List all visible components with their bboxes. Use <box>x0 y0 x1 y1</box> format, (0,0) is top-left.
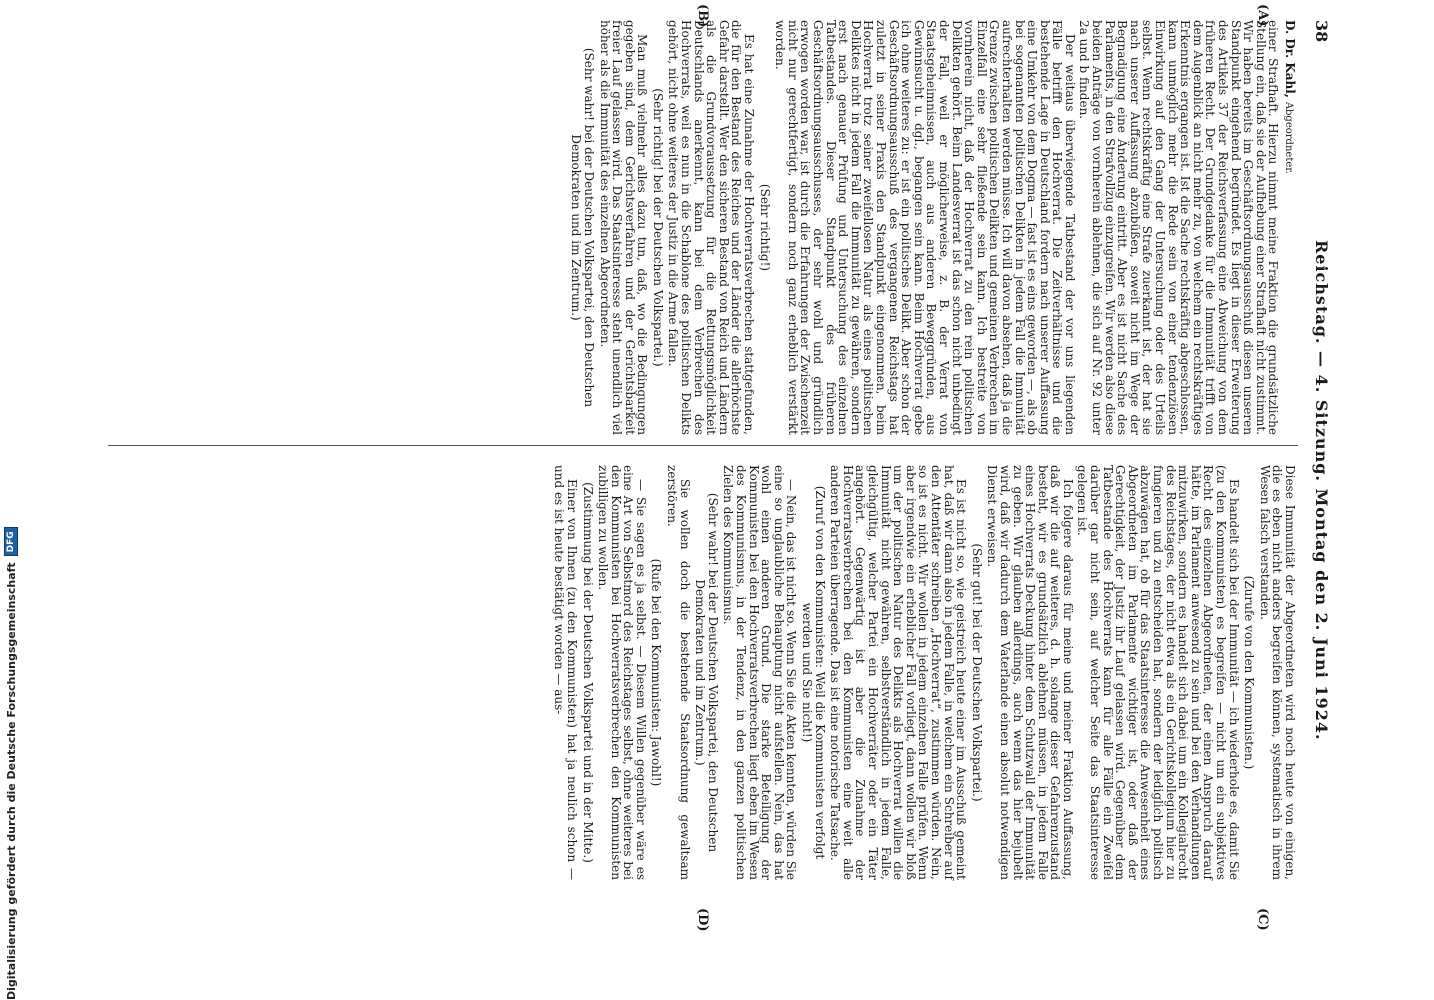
left-column <box>567 20 1296 435</box>
interjection: (Sehr wahr! bei der Deutschen Volkspartei, den Deutschen Demokraten und im Zentrum.) <box>569 47 596 408</box>
margin-marker-d: (D) <box>695 908 710 932</box>
speaker-role: Abgeordneter. <box>1283 101 1294 175</box>
paragraph: — Sie sagen es ja selbst. — Diesem Willen gegenüber wäre es eine Art von Selbstmord des Reichstages selbst, ohne weiteres bei den Kommunisten bei Hochverratsverbrechen den Kommunisten zubilligen zu wollen. <box>596 465 648 880</box>
paragraph: einer Strafhaft. Hierzu nimmt meine Fraktion die grundsätzliche Stellung ein, daß sie der Aufhebung einer Strafhaft nicht zustimmt. Wir haben bereits im Geschäftsordnungsausschuß diesen unseren Standpunkt eingehend begründet. Es liegt in dieser Erweiterung des Artikels 37 der Reichsverfassung eine Abweichung von dem früheren Recht. Der Grundgedanke für die Immunität trifft von dem Augenblick an nicht mehr zu, von welchem ein rechtskräftiges Erkenntnis ergangen ist. Ist die Sache rechtskräftig abgeschlossen, kann unmöglich mehr die Rede sein von einer tendenziösen Einwirkung auf den Gang der Untersuchung oder des Urteils selbst. Wenn rechtskräftig eine Strafe zuerkannt ist, der hat sie nach unserer Auffassung abzubüßen, soweit nicht im Wege der Begnadigung eine Änderung eintritt. Aber es ist nicht Sache des Parlaments, in den Strafvollzug einzugreifen. Wir werden also diese beiden Anträge von vornherein ablehnen, die sich auf Nr. 92 unter 2a und b finden. <box>1077 20 1281 435</box>
paragraph: — Nein, das ist nicht so. Wenn Sie die Akten kennten, würden Sie eine so unglaubliche Behauptung nicht aufstellen. Nein, das hat wohl einen anderen Grund. Die starke Beteiligung der Kommunisten bei den Hochverratsverbrechen liegt eben im Wesen des Kommunismus, in der Tendenz, in den ganzen politischen Zielen des Kommunismus. <box>721 465 799 880</box>
right-column <box>551 465 1296 880</box>
document-page <box>95 0 1340 930</box>
interjection: (Sehr gut! bei der Deutschen Volkspartei.) <box>969 543 984 802</box>
column-divider <box>108 445 1298 446</box>
interjection: (Sehr richtig!) <box>757 183 772 272</box>
speaker-line <box>1281 20 1296 435</box>
margin-marker-b: (B) <box>695 4 710 28</box>
interjection: (Sehr richtig! bei der Deutschen Volkspartei.) <box>650 88 665 367</box>
page-number: 38 <box>1312 20 1331 43</box>
paragraph: Es hat eine Zunahme der Hochverratsverbrechen stattgefunden, die für den Bestand des Reiches und der Länder die allerhöchste Gefahr darstellt. Wer den sicheren Bestand von Reich und Ländern als die Grundvoraussetzung für die Rettungsmöglichkeit Deutschlands anerkennt, kann bei dem Verbrechen des Hochverrats, weil es nun in die Schablone des politischen Delikts gehört, nicht ohne weiteres der Justiz in die Arme fallen. <box>666 20 757 435</box>
credit-text: Digitalisierung gefördert durch die Deutsche Forschungsgemeinschaft <box>4 562 18 1000</box>
running-title: Reichstag. — 4. Sitzung. Montag den 2. Juni 1924. <box>1312 240 1331 741</box>
speaker-name: D. Dr. Kahl, <box>1283 20 1297 98</box>
paragraph: Es ist nicht so, wie geistreich heute einer im Ausschuß gemeint hat, daß wir dann also in jedem Falle, in welchem ein Schreiber auf den Attentäter schreiben „Hochverrat“, zustimmen würden. Nein, so ist es nicht. Wir wollen in jedem einzelnen Falle prüfen. Wenn aber irgendwie ein erheblicher Fall vorliegt, dann wollen wir bloß um der politischen Natur des Delikts als Hochverrat willen die Immunität nicht gewähren, selbstverständlich in jedem Falle, gleichgültig, welcher Partei ein Hochverräter oder ein Täter angehört. Gegenwärtig ist aber die Zunahme der Hochverratsverbrechen bei den Kommunisten eine weit alle anderen Parteien überragende. Das ist eine notorische Tatsache. <box>828 465 969 880</box>
interjection: (Rufe bei den Kommunisten: Jawohl!) <box>649 558 664 787</box>
dfg-logo-icon: DFG <box>4 527 18 556</box>
paragraph: Es handelt sich bei der Immunität — ich wiederhole es, damit Sie (zu den Kommunisten) es begreifen — nicht um ein subjektives Recht des einzelnen Abgeordneten, der einen Anspruch darauf hätte, im Parlament anwesend zu sein und bei den Verhandlungen mitzuwirken, sondern es handelt sich dabei um ein Kollegialrecht des Reichstages, der nicht etwa als ein Gerichtskollegium hier zu fungieren und zu entscheiden hat, sondern der lediglich politisch abzuwägen hat, ob für das Staatsinteresse die Anwesenheit eines Abgeordneten im Parlamente wichtiger ist, oder daß der Gerechtigkeit, der Justiz ihr Lauf gelassen wird. Gegenüber dem Tatbestande des Hochverrats kann für alle Fälle ein Zweifel darüber gar nicht sein, auf welcher Seite das Staatsinteresse gelegen ist. <box>1075 465 1241 880</box>
paragraph: Der weitaus überwiegende Tatbestand der vor uns liegenden Fälle betrifft den Hochverrat. Die Zeitverhältnisse und die bestehende Lage in Deutschland fordern nach unserer Auffassung eine Umkehr von dem Dogma — fast ist es eins geworden —, als ob bei sogenannten politischen Delikten in jedem Fall die Immunität aufrechterhalten werden müsse. Ich will davon absehen, daß ja die Grenze zwischen politischen Delikten und gemeinen Verbrechen im Einzelfall eine sehr fließende sein kann. Ich bestreite von vornherein nicht, daß der Hochverrat zu den rein politischen Delikten gehört. Beim Landesverrat ist das schon nicht unbedingt der Fall, weil er möglicherweise, z. B. der Verrat von Staatsgeheimnissen, auch aus anderen Beweggründen, aus Gewinnsucht u. dgl., begangen sein kann. Beim Hochverrat gebe ich ohne weiteres zu: er ist ein politisches Delikt. Aber schon der Geschäftsordnungsausschuß des vergangenen Reichstags hat zuletzt in seiner Praxis den Standpunkt eingenommen, beim Hochverrat trotz seiner zweifellosen Natur als eines politischen Deliktes nicht in jedem Fall die Immunität zu gewähren, sondern erst nach genauer Prüfung und Untersuchung des einzelnen Tatbestandes. Dieser Standpunkt des früheren Geschäftsordnungsausschusses, der sehr wohl und gründlich erwogen worden war, ist durch die Erfahrungen der Zwischenzeit nicht nur gerechtfertigt, sondern noch ganz erheblich verstärkt worden. <box>773 20 1077 435</box>
interjection: (Zuruf von den Kommunisten: Weil die Kommunisten verfolgt werden und Sie nicht!) <box>800 485 827 860</box>
margin-marker-c: (C) <box>1255 908 1270 931</box>
interjection: (Zurufe von den Kommunisten.) <box>1242 575 1257 770</box>
interjection: (Sehr wahr! bei der Deutschen Volkspartei, den Deutschen Demokraten und im Zentrum.) <box>693 492 720 853</box>
paragraph: Ich folgere daraus für meine und meiner Fraktion Auffassung, daß wir die auf weiteres, d. h. solange dieser Gefahrenzustand besteht, wir es grundsätzlich ablehnen müssen, in jedem Falle eines Hochverrats Deckung hinter dem Schutzwall der Immunität zu geben. Wir glauben allerdings, auch wenn das hier bejubelt wird, daß wir dadurch dem Vaterlande einen absolut notwendigen Dienst erweisen. <box>985 465 1075 880</box>
margin-marker-a: (A) <box>1255 4 1270 27</box>
page-header <box>1299 20 1335 930</box>
paragraph: Sie wollen doch die bestehende Staatsordnung gewaltsam zerstören. <box>665 465 692 880</box>
digitization-credit <box>2 531 20 1000</box>
paragraph: Einer von Ihnen (zu den Kommunisten) hat ja neulich schon — und es ist heute bestätigt worden — aus- <box>552 465 579 880</box>
paragraph: Diese Immunität der Abgeordneten wird noch heute von einigen, die es eben nicht anders begreifen können, systematisch in ihrem Wesen falsch verstanden. <box>1257 465 1297 880</box>
paragraph: Man muß vielmehr alles dazu tun, daß, wo die Bedingungen gegeben sind, dem Gerichtsverfahren und der Gerichtsbarkeit freier Lauf gelassen wird. Das Staatsinteresse steht unendlich viel höher als die Immunität des einzelnen Abgeordneten. <box>597 20 650 435</box>
interjection: (Zustimmung bei der Deutschen Volkspartei und in der Mitte.) <box>580 482 595 863</box>
